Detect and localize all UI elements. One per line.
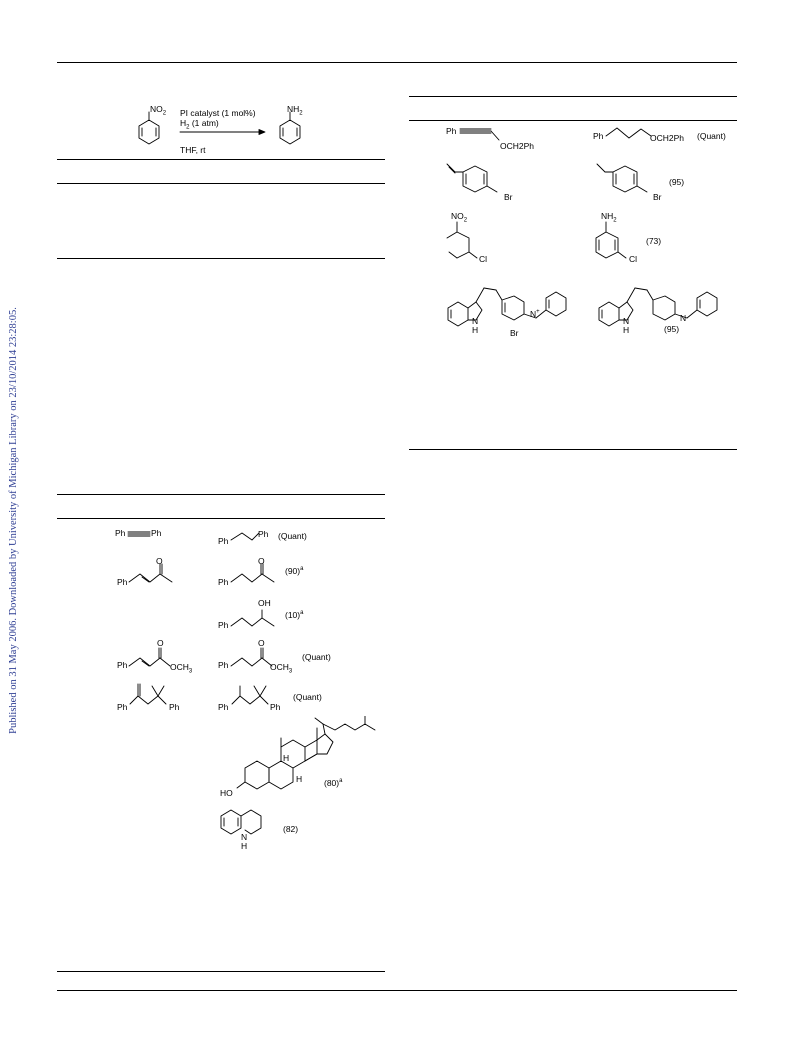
row3-prod-ph: Ph xyxy=(218,620,229,630)
row1-alkyne xyxy=(127,530,151,538)
row6-ho: HO xyxy=(220,788,233,798)
left-table1-head xyxy=(57,183,385,184)
left-table2-head xyxy=(57,518,385,519)
row1-sub-ph-left: Ph xyxy=(115,528,126,538)
row1-product-chain xyxy=(230,528,260,542)
row6-h1: H xyxy=(283,753,290,763)
rrow4-prod-n: N xyxy=(680,313,687,323)
row2-prod-o: O xyxy=(258,556,265,566)
row1-yield: (Quant) xyxy=(278,531,307,541)
rrow1-product xyxy=(605,124,655,144)
row5-alkane xyxy=(230,680,274,710)
row2-sub-ph: Ph xyxy=(117,577,128,587)
rrow2-prod-br: Br xyxy=(653,192,662,202)
left-table1-top xyxy=(57,159,385,160)
rrow1-sub-ph: Ph xyxy=(446,126,457,136)
row4-prod-och3: $OCH_3$ xyxy=(270,662,293,675)
reaction-arrow xyxy=(179,127,267,137)
row1-prod-ph-left: Ph xyxy=(218,536,229,546)
row7-yield: (82) xyxy=(283,824,299,834)
row5-yield: (Quant) xyxy=(293,692,322,702)
page-bottom-rule xyxy=(57,990,737,991)
product-nh2-label: $NH_2$ xyxy=(287,104,303,117)
row4-prod-o: O xyxy=(258,638,265,648)
row6-h2: H xyxy=(296,774,303,784)
watermark-text: Published on 31 May 2006. Downloaded by University of Michigan Library on 23/10/2014 23:28:05. xyxy=(7,306,19,734)
rrow2-yield: (95) xyxy=(669,177,685,187)
rrow3-sub-cl: Cl xyxy=(479,254,488,264)
row5-sub-ph-left: Ph xyxy=(117,702,128,712)
row3-alcohol xyxy=(230,604,278,634)
rrow1-prod-ph: Ph xyxy=(593,131,604,141)
left-table2-bottom xyxy=(57,971,385,972)
row7-nh: N xyxy=(241,832,248,842)
rrow1-prod-och2ph: OCH2Ph xyxy=(650,133,685,143)
row4-sub-och3: $OCH_3$ xyxy=(170,662,193,675)
rrow2-sub-br: Br xyxy=(504,192,513,202)
rrow3-prod-cl: Cl xyxy=(629,254,638,264)
rrow4-yield: (95) xyxy=(664,324,680,334)
row2-prod-ph: Ph xyxy=(218,577,229,587)
rrow3-prod-nh2: $NH_2$ xyxy=(601,211,617,224)
right-table-top xyxy=(409,96,737,97)
row3-yield: $(10)^a$ xyxy=(285,610,304,620)
row6-yield: $(80)^a$ xyxy=(324,778,343,788)
download-watermark xyxy=(4,0,22,1040)
page-top-rule xyxy=(57,62,737,63)
row2-enone xyxy=(128,560,176,590)
row2-yield: $(90)^a$ xyxy=(285,566,304,576)
row2-ketone xyxy=(230,560,278,590)
row6-steroid xyxy=(225,716,385,800)
reactant-no2-label: $NO_2$ xyxy=(150,104,167,117)
row1-prod-ph-right: Ph xyxy=(258,529,269,539)
rrow4-sub-n-indole: N xyxy=(472,316,479,326)
left-table2-top xyxy=(57,494,385,495)
rrow4-sub-h-indole: H xyxy=(472,325,479,335)
left-table1-bottom xyxy=(57,258,385,259)
condition-catalyst: PI catalyst (1 mol%) xyxy=(180,108,256,118)
row4-prod-ph: Ph xyxy=(218,660,229,670)
row4-yield: (Quant) xyxy=(302,652,331,662)
row4-sub-o: O xyxy=(157,638,164,648)
row3-prod-oh: OH xyxy=(258,598,271,608)
right-table-head xyxy=(409,120,737,121)
right-table-bottom xyxy=(409,449,737,450)
row5-prod-ph-left: Ph xyxy=(218,702,229,712)
row2-sub-o: O xyxy=(156,556,163,566)
row4-sub-ph: Ph xyxy=(117,660,128,670)
rrow1-alkyne xyxy=(459,126,509,142)
rrow4-sub-br: Br xyxy=(510,328,519,338)
rrow3-sub-no2: $NO_2$ xyxy=(451,211,468,224)
row5-prod-ph-right: Ph xyxy=(270,702,281,712)
condition-solvent: THF, rt xyxy=(180,145,206,155)
rrow1-sub-och2ph: OCH2Ph xyxy=(500,141,535,151)
rrow1-yield: (Quant) xyxy=(697,131,726,141)
rrow4-prod-n-indole: N xyxy=(623,316,630,326)
row7-h: H xyxy=(241,841,248,851)
rrow4-prod-h-indole: H xyxy=(623,325,630,335)
row5-sub-ph-right: Ph xyxy=(169,702,180,712)
rrow4-sub-nplus: N+ xyxy=(530,309,540,319)
rrow3-yield: (73) xyxy=(646,236,662,246)
row1-sub-ph-right: Ph xyxy=(151,528,162,538)
row5-alkene xyxy=(128,680,172,710)
condition-hydrogen: $H_2$ (1 atm) xyxy=(180,118,219,131)
